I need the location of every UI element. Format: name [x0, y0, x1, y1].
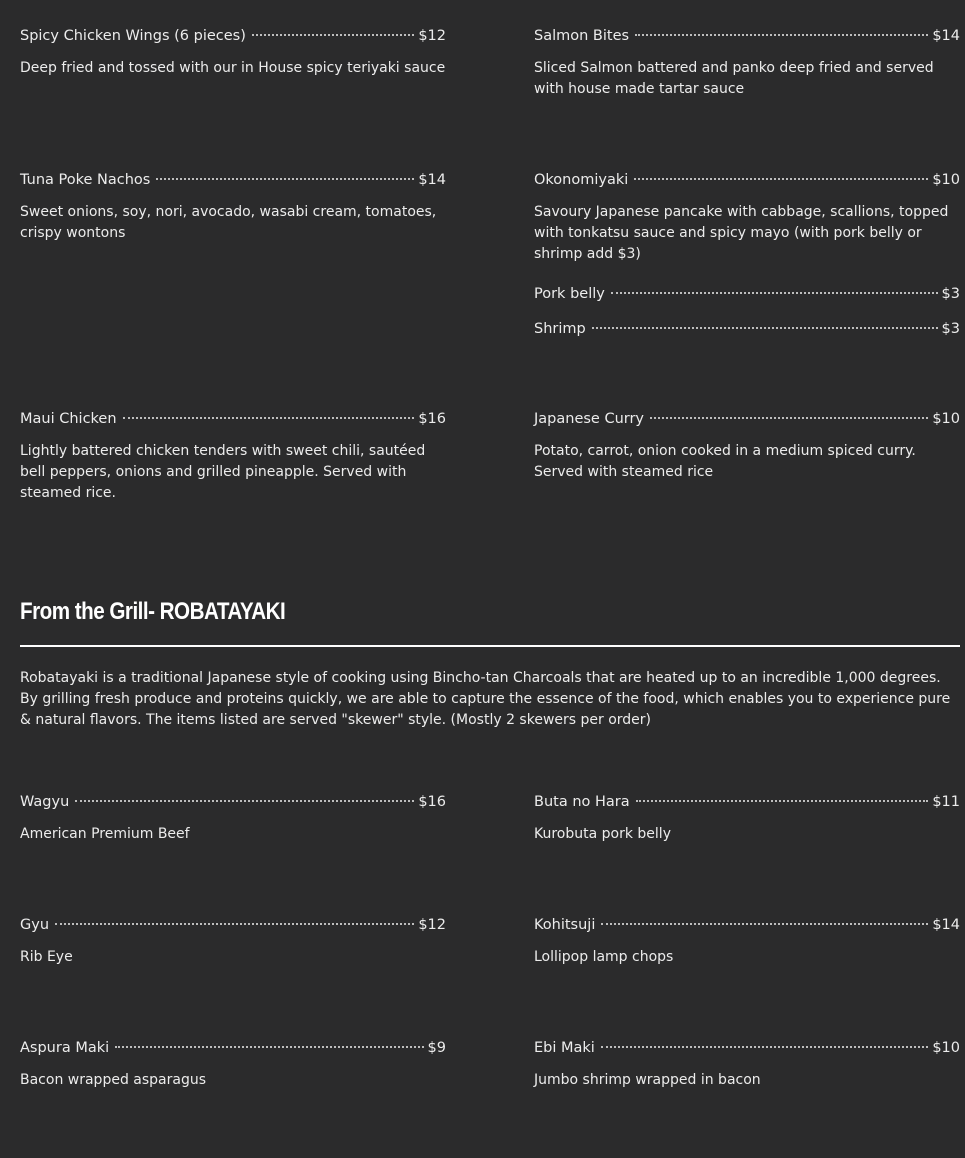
item-name: Salmon Bites	[534, 28, 630, 44]
addon-pork-belly	[534, 283, 960, 305]
dot-leader	[650, 417, 928, 419]
item-description: Bacon wrapped asparagus	[20, 1072, 207, 1088]
dot-leader	[75, 800, 414, 802]
dot-leader	[634, 178, 928, 180]
item-name: Maui Chicken	[20, 411, 117, 427]
item-price: $11	[932, 794, 960, 810]
item-name: Wagyu	[20, 794, 70, 810]
addon-price: $3	[941, 321, 960, 337]
section-divider	[20, 645, 960, 647]
dot-leader	[601, 1046, 928, 1048]
item-description: Potato, carrot, onion cooked in a medium spiced curry. Served with steamed rice	[534, 443, 916, 480]
item-description: Lightly battered chicken tenders with sweet chili, sautéed bell peppers, onions and grilled pineapple. Served with steamed rice.	[20, 443, 426, 501]
dot-leader	[156, 178, 414, 180]
menu-item-gyu	[20, 914, 446, 968]
item-description: Kurobuta pork belly	[534, 826, 671, 842]
dot-leader	[252, 34, 414, 36]
menu-item-buta-no-hara	[534, 791, 960, 845]
dot-leader	[55, 923, 414, 925]
item-name: Okonomiyaki	[534, 172, 629, 188]
menu-item-tuna-poke-nachos	[20, 169, 446, 244]
dot-leader	[635, 34, 928, 36]
dot-leader	[115, 1046, 423, 1048]
item-name: Tuna Poke Nachos	[20, 172, 151, 188]
menu-item-salmon-bites	[534, 25, 960, 100]
item-description: Lollipop lamp chops	[534, 949, 674, 965]
item-name: Spicy Chicken Wings (6 pieces)	[20, 28, 246, 44]
item-price: $14	[418, 172, 446, 188]
dot-leader	[601, 923, 928, 925]
dot-leader	[123, 417, 415, 419]
menu-item-kohitsuji	[534, 914, 960, 968]
section-title: From the Grill- ROBATAYAKI	[20, 598, 286, 625]
addon-price: $3	[941, 286, 960, 302]
section-intro: Robatayaki is a traditional Japanese style of cooking using Bincho-tan Charcoals that are heated up to an incredible 1,000 degrees. By grilling fresh produce and proteins quickly, we are able to capture the essence of the food, which enables you to experience pure & natural flavors. The items listed are served "skewer" style. (Mostly 2 skewers per order)	[20, 670, 951, 728]
item-price: $12	[418, 917, 446, 933]
item-price: $14	[932, 917, 960, 933]
item-name: Kohitsuji	[534, 917, 596, 933]
item-price: $10	[932, 411, 960, 427]
menu-item-ebi-maki	[534, 1037, 960, 1091]
dot-leader	[636, 800, 929, 802]
item-description: American Premium Beef	[20, 826, 190, 842]
addon-shrimp	[534, 318, 960, 340]
item-price: $16	[418, 794, 446, 810]
dot-leader	[592, 327, 938, 329]
addon-name: Shrimp	[534, 321, 586, 337]
menu-item-japanese-curry	[534, 408, 960, 483]
item-description: Sliced Salmon battered and panko deep fried and served with house made tartar sauce	[534, 60, 934, 97]
item-name: Japanese Curry	[534, 411, 645, 427]
item-description: Sweet onions, soy, nori, avocado, wasabi cream, tomatoes, crispy wontons	[20, 204, 437, 241]
item-price: $9	[427, 1040, 446, 1056]
addon-name: Pork belly	[534, 286, 605, 302]
item-name: Buta no Hara	[534, 794, 630, 810]
dot-leader	[611, 292, 938, 294]
menu-item-okonomiyaki	[534, 169, 960, 265]
menu-item-spicy-chicken-wings	[20, 25, 446, 79]
item-name: Aspura Maki	[20, 1040, 110, 1056]
item-price: $12	[418, 28, 446, 44]
item-price: $16	[418, 411, 446, 427]
menu-item-aspura-maki	[20, 1037, 446, 1091]
menu-item-maui-chicken	[20, 408, 446, 504]
item-price: $14	[932, 28, 960, 44]
menu-item-wagyu	[20, 791, 446, 845]
item-price: $10	[932, 172, 960, 188]
item-description: Deep fried and tossed with our in House spicy teriyaki sauce	[20, 60, 446, 76]
item-price: $10	[932, 1040, 960, 1056]
item-name: Ebi Maki	[534, 1040, 595, 1056]
item-description: Jumbo shrimp wrapped in bacon	[534, 1072, 761, 1088]
item-description: Savoury Japanese pancake with cabbage, scallions, topped with tonkatsu sauce and spicy mayo (with pork belly or shrimp add $3)	[534, 204, 949, 262]
item-name: Gyu	[20, 917, 50, 933]
item-description: Rib Eye	[20, 949, 73, 965]
